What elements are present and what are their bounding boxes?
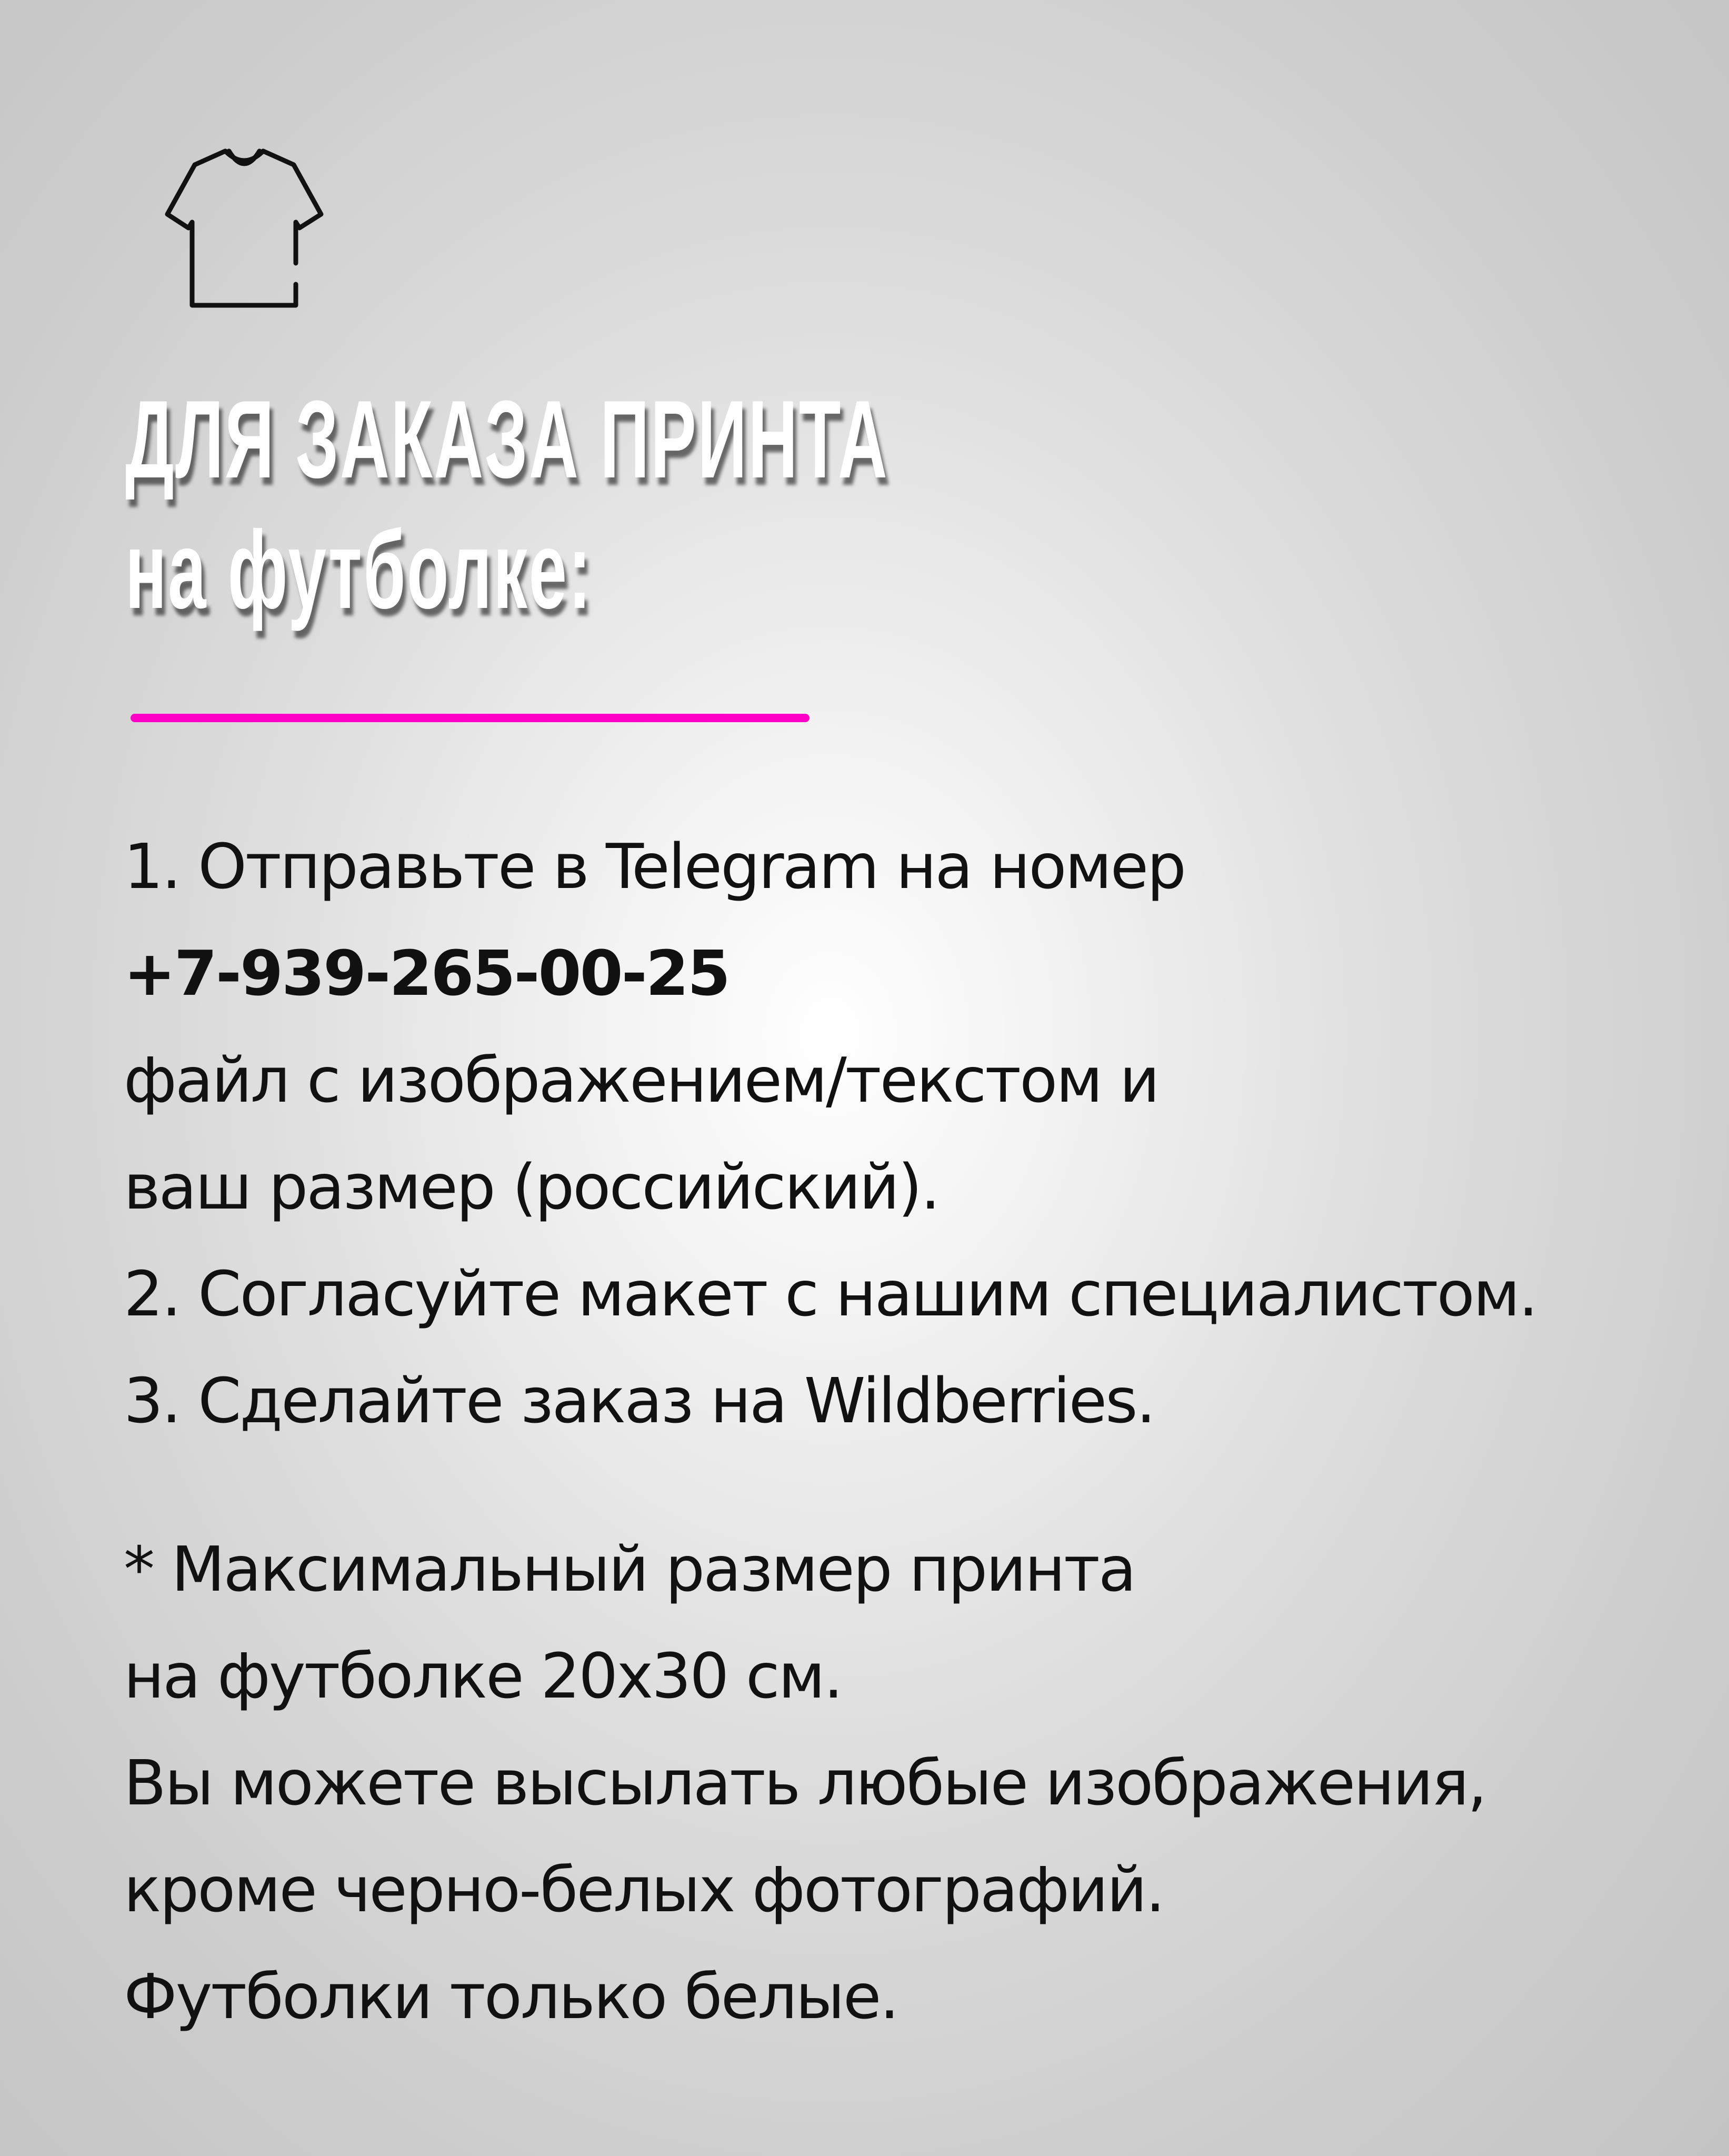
accent-underline — [131, 714, 809, 722]
instructions — [124, 813, 1537, 1454]
step-1-line-4: ваш размер (российский). — [124, 1151, 939, 1223]
footnote — [124, 1516, 1486, 2050]
step-3: 3. Сделайте заказ на Wildberries. — [124, 1364, 1155, 1437]
tshirt-icon — [163, 145, 326, 313]
note-line-1: * Максимальный размер принта — [124, 1533, 1135, 1605]
page-title — [125, 377, 889, 645]
step-1-line-3: файл с изображением/текстом и — [124, 1044, 1158, 1116]
step-2: 2. Согласуйте макет с нашим специалистом. — [124, 1257, 1537, 1330]
note-line-2: на футболке 20х30 см. — [124, 1640, 842, 1712]
note-line-4: кроме черно-белых фотографий. — [124, 1853, 1164, 1926]
step-1-line-1: 1. Отправьте в Telegram на номер — [124, 830, 1185, 903]
note-line-5: Футболки только белые. — [124, 1960, 898, 2033]
note-line-3: Вы можете высылать любые изображения, — [124, 1746, 1486, 1819]
title-line-1: ДЛЯ ЗАКАЗА ПРИНТА — [125, 377, 889, 501]
title-line-2: на футболке: — [125, 508, 593, 632]
phone-number: +7-939-265-00-25 — [124, 937, 729, 1010]
